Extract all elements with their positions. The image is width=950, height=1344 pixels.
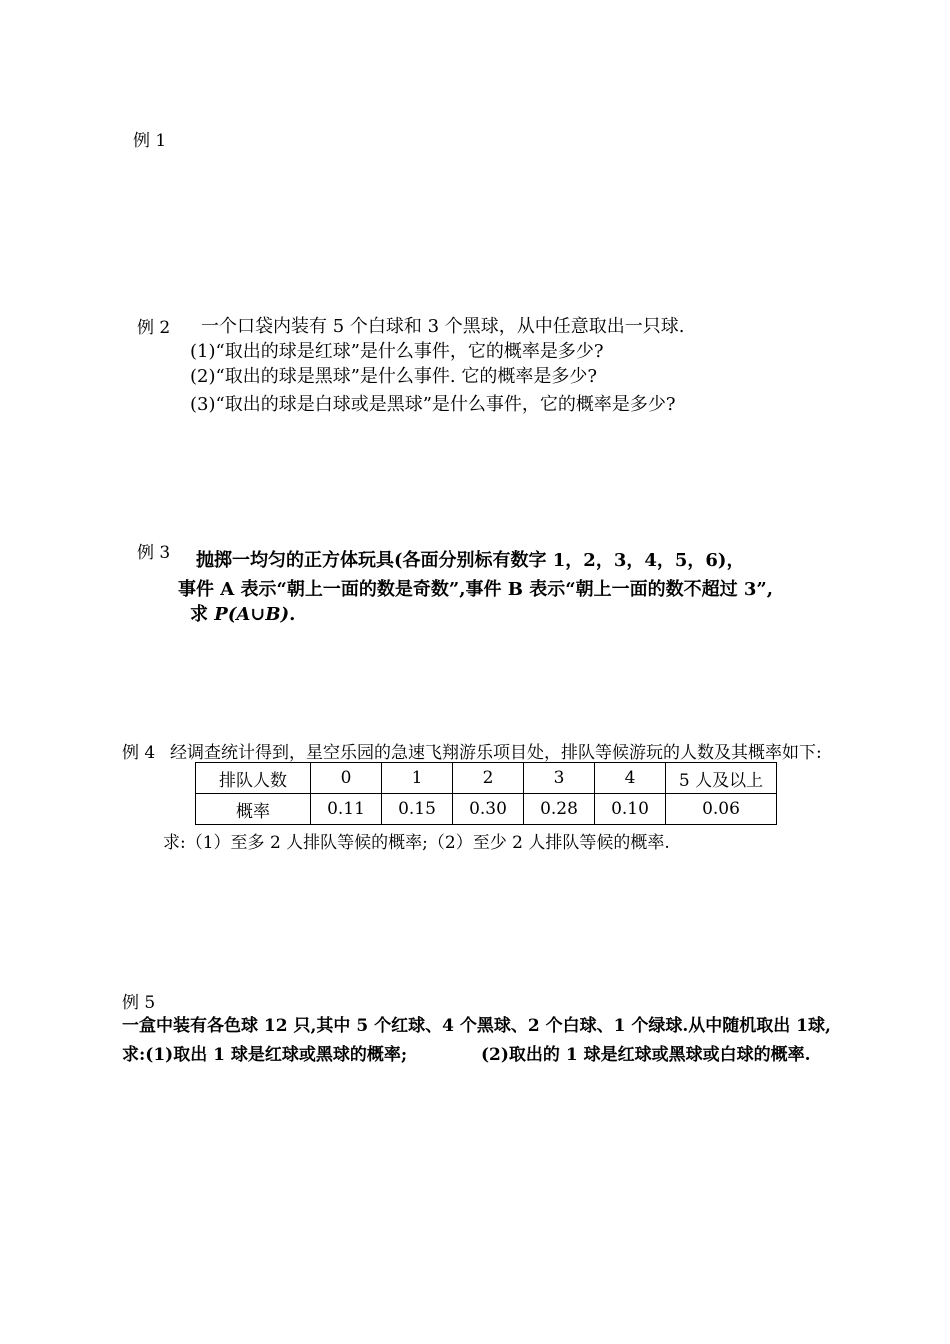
- table-cell: 4: [595, 763, 666, 794]
- table-cell: 0.10: [595, 794, 666, 825]
- table-cell: 0: [311, 763, 382, 794]
- table-cell: 0.11: [311, 794, 382, 825]
- example-3-label: 例 3: [137, 543, 171, 563]
- example-2-intro: 一个口袋内装有 5 个白球和 3 个黑球，从中任意取出一只球.: [201, 316, 685, 337]
- example-1-label: 例 1: [133, 131, 167, 151]
- example-3-line-1: 抛掷一均匀的正方体玩具(各面分别标有数字 1，2，3，4，5，6)，: [196, 550, 745, 571]
- example-5-line-2b: (2)取出的 1 球是红球或黑球或白球的概率.: [481, 1045, 811, 1065]
- example-3-ask: [190, 600, 295, 626]
- example-2-question-3: (3)“取出的球是白球或是黑球”是什么事件，它的概率是多少?: [190, 394, 676, 415]
- table-row-people: [196, 763, 777, 794]
- table-cell: 0.15: [382, 794, 453, 825]
- table-header-people: 排队人数: [196, 763, 311, 794]
- table-cell: 2: [453, 763, 524, 794]
- example-3-line-2: 事件 A 表示“朝上一面的数是奇数”,事件 B 表示“朝上一面的数不超过 3”,: [178, 579, 773, 600]
- table-cell: 1: [382, 763, 453, 794]
- table-cell: 0.28: [524, 794, 595, 825]
- example-3-end: .: [289, 604, 296, 625]
- table-cell: 5 人及以上: [666, 763, 777, 794]
- table-cell: 0.06: [666, 794, 777, 825]
- example-4-ask: 求:（1）至多 2 人排队等候的概率;（2）至少 2 人排队等候的概率.: [163, 833, 670, 853]
- probability-table: [195, 762, 777, 825]
- table-cell: 0.30: [453, 794, 524, 825]
- example-4-intro: 经调查统计得到，星空乐园的急速飞翔游乐项目处，排队等候游玩的人数及其概率如下:: [170, 743, 822, 763]
- example-3-formula: P(A∪B): [214, 604, 290, 625]
- example-2-question-1: (1)“取出的球是红球”是什么事件，它的概率是多少?: [190, 341, 604, 362]
- example-5-label: 例 5: [122, 993, 156, 1013]
- table-row-prob: [196, 794, 777, 825]
- example-5-line-1: 一盒中装有各色球 12 只,其中 5 个红球、4 个黑球、2 个白球、1 个绿球.从中随机取出 1球,: [122, 1016, 831, 1036]
- example-3-ask-text: 求: [190, 604, 215, 625]
- table-header-prob: 概率: [196, 794, 311, 825]
- example-2-question-2: (2)“取出的球是黑球”是什么事件. 它的概率是多少?: [190, 366, 597, 387]
- example-2-label: 例 2: [137, 318, 171, 338]
- example-5-line-2a: 求:(1)取出 1 球是红球或黑球的概率;: [122, 1045, 408, 1065]
- example-4-label: 例 4: [122, 743, 156, 763]
- table-cell: 3: [524, 763, 595, 794]
